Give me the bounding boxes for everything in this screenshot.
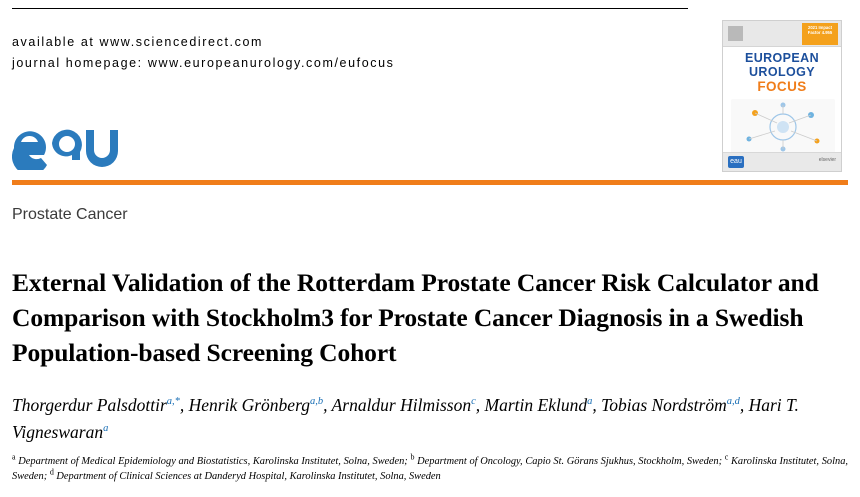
- eau-logo: [12, 118, 132, 170]
- author-affiliation-mark: a,d: [726, 396, 740, 408]
- affiliations: [12, 452, 848, 484]
- author-name: Arnaldur Hilmisson: [331, 395, 472, 415]
- author-affiliation-mark: a: [103, 423, 109, 435]
- page-title: External Validation of the Rotterdam Prostate Cancer Risk Calculator and Comparison with Stockholm3 for Prostate Cancer Diagnosis in a Swedish Population-based Screening Cohort: [12, 268, 819, 368]
- author-affiliation-mark: c: [471, 396, 476, 408]
- cover-title: [723, 51, 841, 94]
- author-affiliation-mark: a,*: [166, 396, 180, 408]
- cover-publisher-name: elsevier: [818, 157, 836, 163]
- affiliation-mark: c: [724, 452, 729, 462]
- affiliation-text: Department of Oncology, Capio St. Görans Sjukhus, Stockholm, Sweden;: [414, 456, 725, 467]
- impact-factor-badge: 2021 Impact Factor 4.955: [802, 23, 838, 45]
- header-top-rule: [12, 8, 688, 9]
- journal-cover-thumbnail: [722, 20, 842, 172]
- cover-title-line1: EUROPEAN: [744, 51, 820, 65]
- affiliation-mark: a: [12, 452, 16, 462]
- accent-divider: [12, 180, 848, 185]
- affiliation-text: Karolinska Institutet, Solna, Sweden;: [12, 456, 848, 482]
- section-label: Prostate Cancer: [12, 206, 128, 223]
- author-list: Thorgerdur Palsdottir$^{a,*}$, Henrik Grönberg$^{a,b}$, Arnaldur Hilmisson$^c$, Martin Eklund$^a$, Tobias Nordström$^{a,d}$, Hari T. Vigneswaran$^a$: [12, 395, 799, 442]
- journal-availability-block: [12, 32, 652, 74]
- cover-title-line3: FOCUS: [757, 79, 807, 94]
- cover-title-line2: UROLOGY: [749, 65, 815, 79]
- cover-publisher-mark: eau: [728, 156, 744, 168]
- author-name: Hari T. Vigneswaran: [12, 395, 799, 442]
- affiliation-text: Department of Clinical Sciences at Danderyd Hospital, Karolinska Institutet, Solna, Sweden: [53, 470, 441, 482]
- author-name: Martin Eklund: [484, 395, 588, 415]
- cover-artwork: [731, 99, 835, 155]
- cover-corner-mark: [728, 26, 743, 41]
- author-name: Thorgerdur Palsdottir: [12, 395, 167, 415]
- author-name: Tobias Nordström: [601, 395, 727, 415]
- available-at-line: available at www.sciencedirect.com: [12, 35, 264, 49]
- cover-footer: [723, 152, 841, 171]
- affiliation-mark: d: [49, 467, 54, 477]
- author-affiliation-mark: a,b: [310, 396, 324, 408]
- affiliation-mark: b: [410, 452, 415, 462]
- journal-homepage-line[interactable]: journal homepage: www.europeanurology.com/eufocus: [12, 56, 395, 70]
- author-name: Henrik Grönberg: [188, 395, 310, 415]
- affiliation-text: Department of Medical Epidemiology and Biostatistics, Karolinska Institutet, Solna, Sweden;: [15, 456, 411, 467]
- author-affiliation-mark: a: [587, 396, 593, 408]
